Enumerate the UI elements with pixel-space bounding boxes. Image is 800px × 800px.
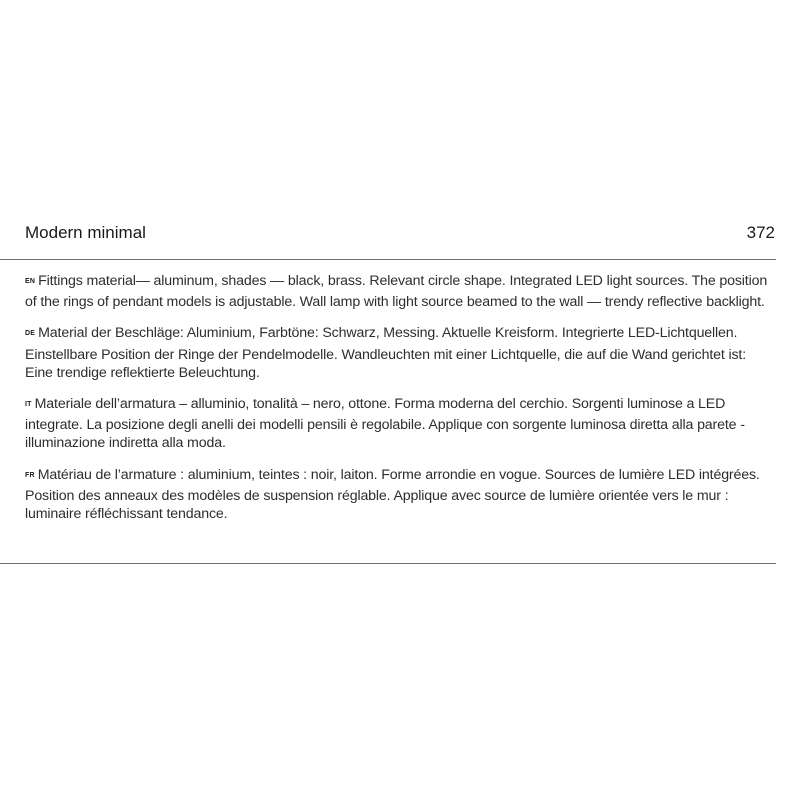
description-text-it: Materiale dell’armatura – alluminio, tonalità – nero, ottone. Forma moderna del cerchio. Sorgenti luminose a LED integrate. La posizione degli anelli dei modelli pensili è regolabile. Applique con sorgente luminosa diretta alla parete - illuminazione indiretta alla moda.	[25, 396, 745, 452]
language-code-de: DE	[25, 330, 36, 338]
description-list	[25, 272, 777, 536]
description-it	[25, 395, 777, 453]
page-header	[25, 221, 775, 247]
description-text-de: Material der Beschläge: Aluminium, Farbtöne: Schwarz, Messing. Aktuelle Kreisform. Integrierte LED-Lichtquellen. Einstellbare Position der Ringe der Pendelmodelle. Wandleuchten mit einer Lichtquelle, die auf die Wand gerichtet ist: Eine trendige reflektierte Beleuchtung.	[25, 325, 746, 381]
description-en	[25, 272, 777, 311]
description-de	[25, 324, 777, 382]
language-code-en: EN	[25, 278, 36, 285]
description-text-en: Fittings material— aluminum, shades — black, brass. Relevant circle shape. Integrated LED light sources. The position of the rings of pendant models is adjustable. Wall lamp with light source beamed to the wall — trendy reflective backlight.	[25, 273, 768, 311]
description-text-fr: Matériau de l’armature : aluminium, teintes : noir, laiton. Forme arrondie en vogue. Sources de lumière LED intégrées. Position des anneaux des modèles de suspension réglable. Applique avec source de lumière orientée vers le mur : luminaire réfléchissant tendance.	[25, 466, 760, 523]
section-title: Modern minimal	[25, 223, 146, 242]
language-code-it: IT	[25, 401, 32, 409]
description-fr	[25, 466, 777, 524]
language-code-fr: FR	[25, 471, 35, 479]
bottom-divider	[0, 563, 776, 564]
page-number: 372	[746, 223, 775, 242]
top-divider	[0, 259, 776, 260]
